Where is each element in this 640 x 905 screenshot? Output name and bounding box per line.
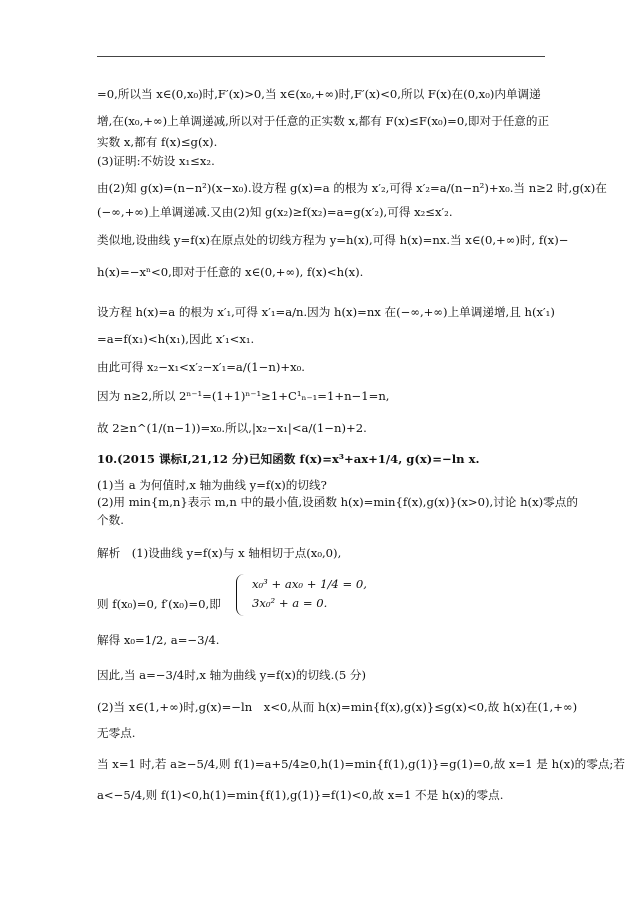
text-line: 解得 x₀=1/2, a=−3/4.: [97, 633, 220, 647]
text-line: 因此,当 a=−3/4时,x 轴为曲线 y=f(x)的切线.(5 分): [97, 668, 367, 682]
text-line: 则 f(x₀)=0, f′(x₀)=0,即: [97, 597, 221, 611]
text-line: 实数 x,都有 f(x)≤g(x).: [97, 135, 218, 149]
text-line: (1)当 a 为何值时,x 轴为曲线 y=f(x)的切线?: [97, 478, 327, 492]
equation-line: x₀³ + ax₀ + 1/4 = 0,: [252, 577, 367, 591]
header-rule: [97, 56, 545, 57]
text-line: (2)当 x∈(1,+∞)时,g(x)=−ln x<0,从而 h(x)=min{f(x),g(x)}≤g(x)<0,故 h(x)在(1,+∞): [97, 700, 578, 714]
text-line: 故 2≥n^(1/(n−1))=x₀.所以,|x₂−x₁|<a/(1−n)+2.: [97, 421, 367, 435]
text-line: =0,所以当 x∈(0,x₀)时,F′(x)>0,当 x∈(x₀,+∞)时,F′(x)<0,所以 F(x)在(0,x₀)内单调递: [97, 87, 541, 101]
text-line: =a=f(x₁)<h(x₁),因此 x′₁<x₁.: [97, 332, 255, 346]
text-line: 无零点.: [97, 726, 136, 740]
text-line: 由(2)知 g(x)=(n−n²)(x−x₀).设方程 g(x)=a 的根为 x′₂,可得 x′₂=a/(n−n²)+x₀.当 n≥2 时,g(x)在: [97, 181, 607, 195]
solution-start: 解析 (1)设曲线 y=f(x)与 x 轴相切于点(x₀,0),: [97, 546, 342, 560]
text-line: (2)用 min{m,n}表示 m,n 中的最小值,设函数 h(x)=min{f(x),g(x)}(x>0),讨论 h(x)零点的: [97, 495, 578, 509]
text-line: a<−5/4,则 f(1)<0,h(1)=min{f(1),g(1)}=f(1)<0,故 x=1 不是 h(x)的零点.: [97, 788, 504, 802]
text-line: (−∞,+∞)上单调递减.又由(2)知 g(x₂)≥f(x₂)=a=g(x′₂),可得 x₂≤x′₂.: [97, 205, 453, 219]
text-line: 增,在(x₀,+∞)上单调递减,所以对于任意的正实数 x,都有 F(x)≤F(x₀)=0,即对于任意的正: [97, 114, 550, 128]
problem-title: 10.(2015 课标Ⅰ,21,12 分)已知函数 f(x)=x³+ax+1/4, g(x)=−ln x.: [97, 452, 480, 466]
text-line: h(x)=−xⁿ<0,即对于任意的 x∈(0,+∞), f(x)<h(x).: [97, 265, 364, 279]
text-line: 当 x=1 时,若 a≥−5/4,则 f(1)=a+5/4≥0,h(1)=min{f(1),g(1)}=g(1)=0,故 x=1 是 h(x)的零点;若: [97, 757, 625, 771]
text-line: 因为 n≥2,所以 2ⁿ⁻¹=(1+1)ⁿ⁻¹≥1+C¹ₙ₋₁=1+n−1=n,: [97, 389, 390, 403]
text-line: 设方程 h(x)=a 的根为 x′₁,可得 x′₁=a/n.因为 h(x)=nx 在(−∞,+∞)上单调递增,且 h(x′₁): [97, 305, 555, 319]
text-line: 类似地,设曲线 y=f(x)在原点处的切线方程为 y=h(x),可得 h(x)=nx.当 x∈(0,+∞)时, f(x)−: [97, 233, 569, 247]
equation-line: 3x₀² + a = 0.: [252, 596, 328, 610]
text-line: (3)证明:不妨设 x₁≤x₂.: [97, 154, 215, 168]
text-line: 个数.: [97, 513, 124, 527]
equation-brace: [236, 574, 247, 616]
text-line: 由此可得 x₂−x₁<x′₂−x′₁=a/(1−n)+x₀.: [97, 360, 305, 374]
